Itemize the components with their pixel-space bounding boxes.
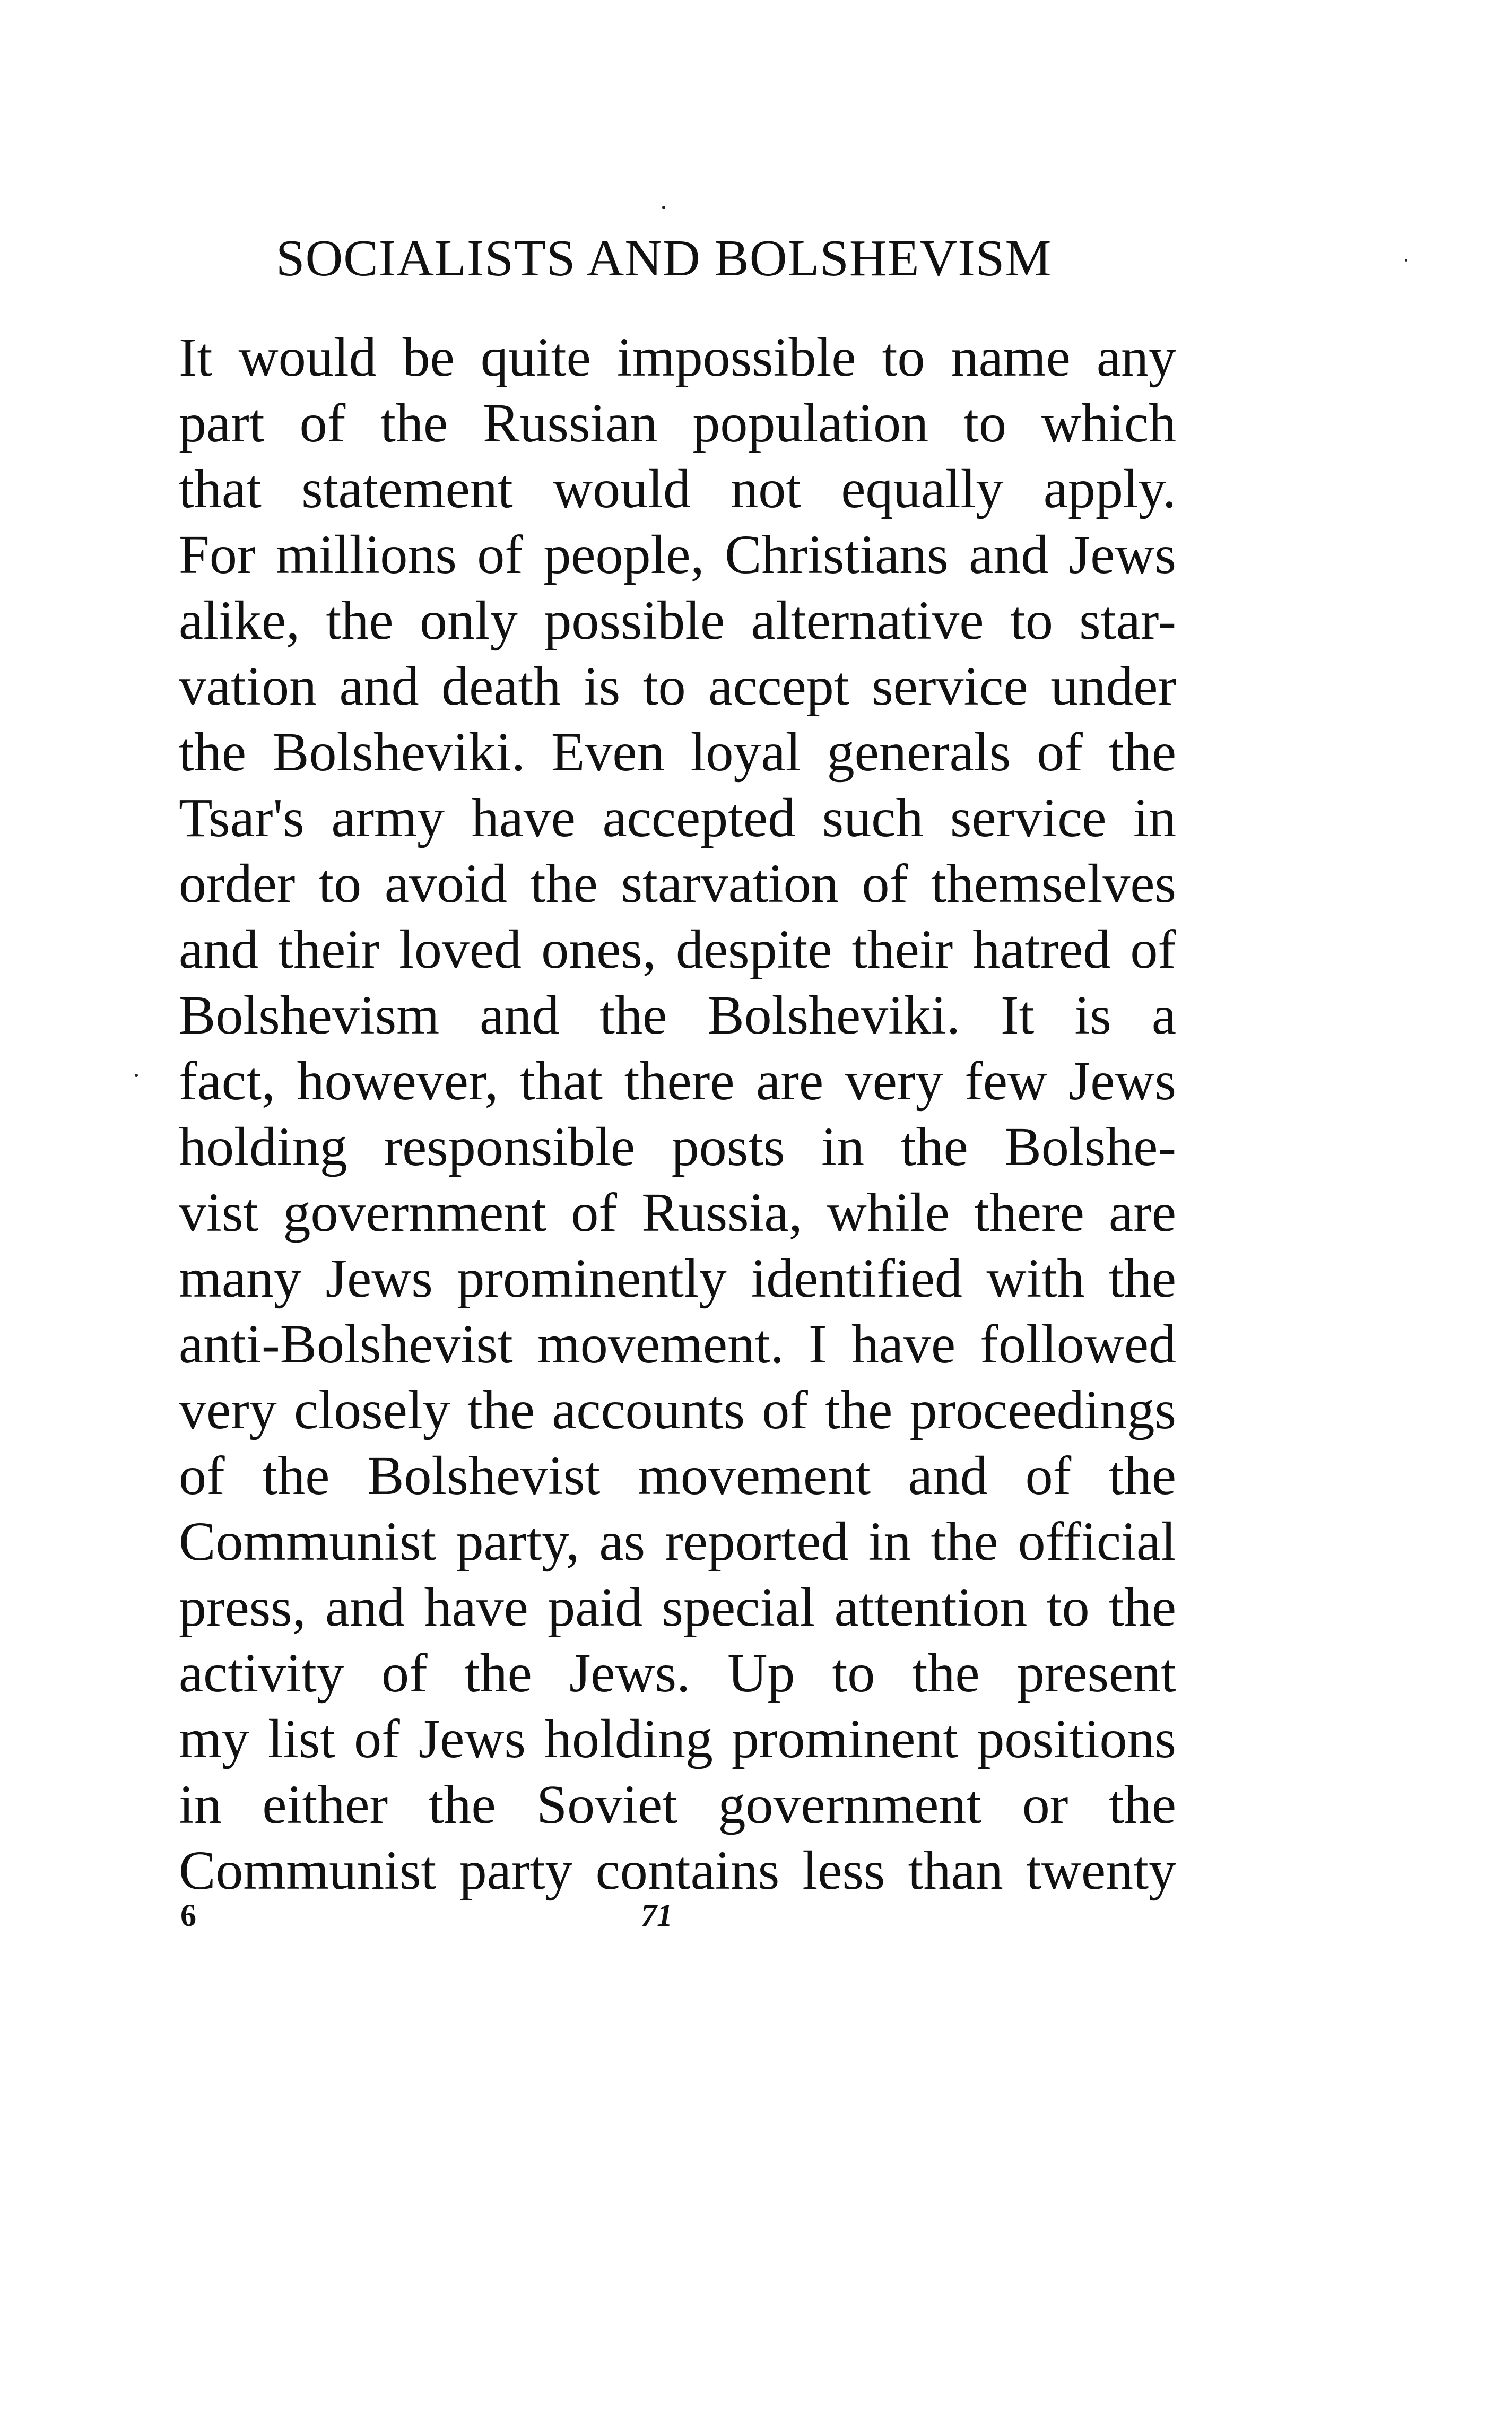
text-line: part of the Russian population to which	[179, 393, 1176, 454]
text-line: Communist party, as reported in the official	[179, 1511, 1176, 1572]
text-line: alike, the only possible alternative to star-	[179, 590, 1176, 651]
text-line: very closely the accounts of the proceedings	[179, 1379, 1176, 1440]
text-line: order to avoid the starvation of themselves	[179, 853, 1176, 914]
text-line: the Bolsheviki. Even loyal generals of the	[179, 722, 1176, 783]
text-line: holding responsible posts in the Bolshe-	[179, 1116, 1176, 1177]
body-text	[179, 325, 1176, 1904]
text-line: Tsar's army have accepted such service in	[179, 787, 1176, 848]
text-line: in either the Soviet government or the	[179, 1774, 1176, 1835]
text-line: vation and death is to accept service under	[179, 656, 1176, 717]
text-line: fact, however, that there are very few Jews	[179, 1050, 1176, 1112]
print-speck	[1405, 259, 1407, 262]
text-line: press, and have paid special attention to the	[179, 1577, 1176, 1638]
text-line: of the Bolshevist movement and of the	[179, 1445, 1176, 1506]
running-head: SOCIALISTS AND BOLSHEVISM	[276, 230, 1052, 287]
text-line: For millions of people, Christians and Jews	[179, 524, 1176, 585]
text-line: vist government of Russia, while there are	[179, 1182, 1176, 1243]
text-line: It would be quite impossible to name any	[179, 327, 1176, 388]
text-line: anti-Bolshevist movement. I have followed	[179, 1314, 1176, 1375]
text-line: Communist party contains less than twenty	[179, 1840, 1176, 1901]
text-line: Bolshevism and the Bolsheviki. It is a	[179, 985, 1176, 1046]
page-number: 71	[641, 1898, 673, 1933]
text-line: activity of the Jews. Up to the present	[179, 1643, 1176, 1704]
text-line: that statement would not equally apply.	[179, 458, 1176, 519]
print-speck	[662, 206, 665, 209]
text-line: many Jews prominently identified with the	[179, 1248, 1176, 1309]
signature-mark: 6	[180, 1898, 196, 1933]
text-line: and their loved ones, despite their hatred of	[179, 919, 1176, 980]
print-speck	[135, 1074, 138, 1077]
text-line: my list of Jews holding prominent positions	[179, 1708, 1176, 1769]
